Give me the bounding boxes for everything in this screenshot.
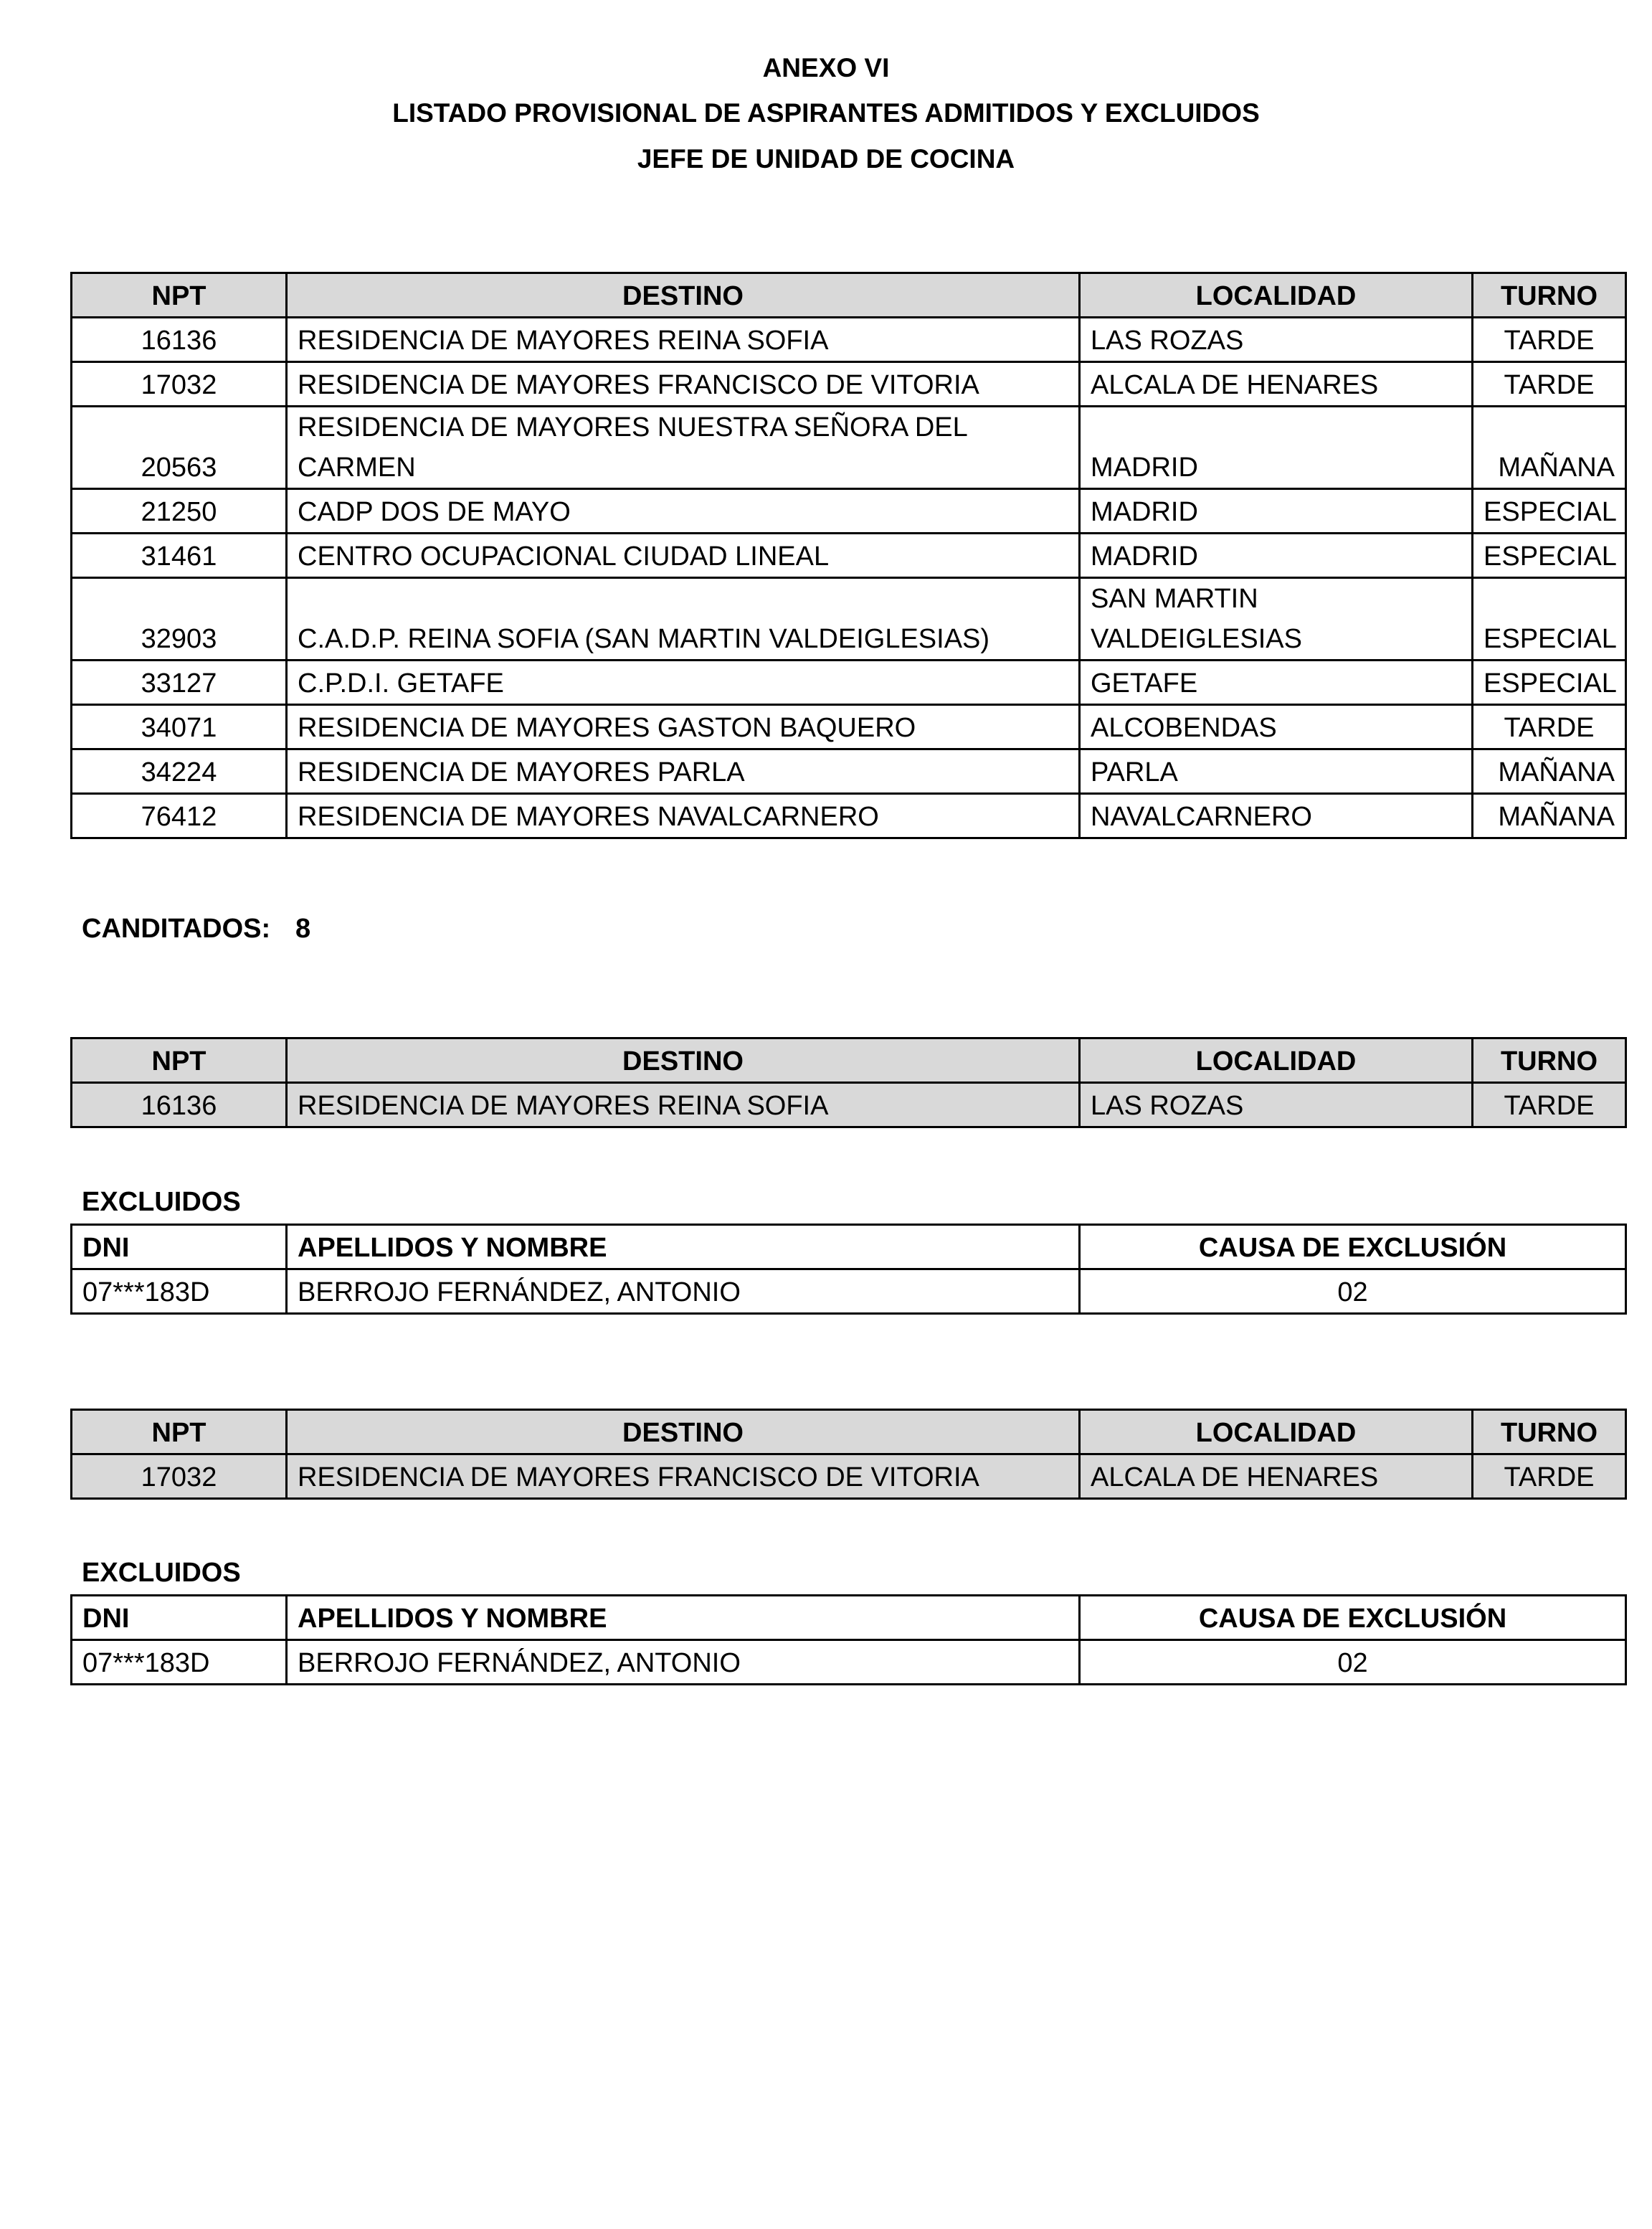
table-header-row xyxy=(72,1596,1626,1640)
column-header-turno: TURNO xyxy=(1473,1410,1626,1454)
localidad-cell: LAS ROZAS xyxy=(1080,1083,1473,1127)
column-header-destino: DESTINO xyxy=(287,1410,1080,1454)
nombre-cell: BERROJO FERNÁNDEZ, ANTONIO xyxy=(287,1640,1080,1685)
npt-cell: 17032 xyxy=(72,1454,287,1499)
destinos-table xyxy=(70,272,1627,839)
table-row xyxy=(72,661,1626,705)
localidad-line-2: VALDEIGLESIAS xyxy=(1091,624,1302,654)
table-header-row xyxy=(72,1038,1626,1083)
npt-cell: 76412 xyxy=(72,794,287,838)
table-row xyxy=(72,489,1626,534)
dni-cell: 07***183D xyxy=(72,1269,287,1314)
column-header-localidad: LOCALIDAD xyxy=(1080,273,1473,318)
column-header-localidad: LOCALIDAD xyxy=(1080,1038,1473,1083)
table-row xyxy=(72,407,1626,489)
turno-cell: MAÑANA xyxy=(1473,794,1626,838)
destino-cell: RESIDENCIA DE MAYORES NAVALCARNERO xyxy=(287,794,1080,838)
turno-cell: ESPECIAL xyxy=(1473,534,1626,578)
turno-cell: ESPECIAL xyxy=(1473,661,1626,705)
table-header-row xyxy=(72,273,1626,318)
localidad-cell: ALCOBENDAS xyxy=(1080,705,1473,749)
turno-cell: TARDE xyxy=(1473,1454,1626,1499)
table-row xyxy=(72,794,1626,838)
excluidos-label: EXCLUIDOS xyxy=(82,1558,241,1588)
destino-cell: RESIDENCIA DE MAYORES FRANCISCO DE VITORIA xyxy=(287,362,1080,407)
excluidos-table xyxy=(70,1594,1627,1685)
turno-cell: MAÑANA xyxy=(1473,749,1626,794)
causa-cell: 02 xyxy=(1080,1640,1626,1685)
table-header-row xyxy=(72,1410,1626,1454)
table-row xyxy=(72,362,1626,407)
turno-cell: ESPECIAL xyxy=(1473,489,1626,534)
column-header-localidad: LOCALIDAD xyxy=(1080,1410,1473,1454)
localidad-cell: MADRID xyxy=(1080,407,1473,489)
turno-cell: TARDE xyxy=(1473,1083,1626,1127)
column-header-dni: DNI xyxy=(72,1225,287,1269)
column-header-npt: NPT xyxy=(72,1038,287,1083)
localidad-cell: ALCALA DE HENARES xyxy=(1080,362,1473,407)
table-row xyxy=(72,318,1626,362)
npt-cell: 34071 xyxy=(72,705,287,749)
destino-cell: RESIDENCIA DE MAYORES GASTON BAQUERO xyxy=(287,705,1080,749)
turno-cell: MAÑANA xyxy=(1473,407,1626,489)
category-title: JEFE DE UNIDAD DE COCINA xyxy=(637,144,1015,174)
column-header-causa: CAUSA DE EXCLUSIÓN xyxy=(1080,1596,1626,1640)
destino-cell: RESIDENCIA DE MAYORES FRANCISCO DE VITORIA xyxy=(287,1454,1080,1499)
destino-line-1: RESIDENCIA DE MAYORES NUESTRA SEÑORA DEL xyxy=(298,412,968,443)
table-row xyxy=(72,705,1626,749)
table-row xyxy=(72,1083,1626,1127)
column-header-npt: NPT xyxy=(72,1410,287,1454)
turno-cell: TARDE xyxy=(1473,318,1626,362)
list-title: LISTADO PROVISIONAL DE ASPIRANTES ADMITIDOS Y EXCLUIDOS xyxy=(392,98,1260,128)
table-row xyxy=(72,749,1626,794)
localidad-cell: MADRID xyxy=(1080,534,1473,578)
localidad-cell: PARLA xyxy=(1080,749,1473,794)
column-header-nombre: APELLIDOS Y NOMBRE xyxy=(287,1596,1080,1640)
column-header-turno: TURNO xyxy=(1473,1038,1626,1083)
localidad-line-1: SAN MARTIN xyxy=(1091,584,1258,614)
destino-cell: CENTRO OCUPACIONAL CIUDAD LINEAL xyxy=(287,534,1080,578)
table-row xyxy=(72,1640,1626,1685)
destino-cell: RESIDENCIA DE MAYORES PARLA xyxy=(287,749,1080,794)
turno-cell: ESPECIAL xyxy=(1473,578,1626,661)
column-header-dni: DNI xyxy=(72,1596,287,1640)
localidad-cell: NAVALCARNERO xyxy=(1080,794,1473,838)
localidad-cell: LAS ROZAS xyxy=(1080,318,1473,362)
table-row xyxy=(72,1269,1626,1314)
localidad-cell: GETAFE xyxy=(1080,661,1473,705)
destino-cell: RESIDENCIA DE MAYORES REINA SOFIA xyxy=(287,318,1080,362)
candidatos-label: CANDITADOS: xyxy=(82,914,271,944)
column-header-destino: DESTINO xyxy=(287,1038,1080,1083)
npt-cell: 33127 xyxy=(72,661,287,705)
destino-cell: C.A.D.P. REINA SOFIA (SAN MARTIN VALDEIGLESIAS) xyxy=(287,578,1080,661)
section-destino-table xyxy=(70,1409,1627,1500)
table-row xyxy=(72,578,1626,661)
localidad-cell: ALCALA DE HENARES xyxy=(1080,1454,1473,1499)
turno-cell: TARDE xyxy=(1473,705,1626,749)
npt-cell: 31461 xyxy=(72,534,287,578)
candidatos-count: 8 xyxy=(295,914,311,944)
localidad-cell: MADRID xyxy=(1080,489,1473,534)
nombre-cell: BERROJO FERNÁNDEZ, ANTONIO xyxy=(287,1269,1080,1314)
destino-line-2: CARMEN xyxy=(298,453,416,483)
table-row xyxy=(72,1454,1626,1499)
excluidos-label: EXCLUIDOS xyxy=(82,1187,241,1217)
annex-title: ANEXO VI xyxy=(762,53,890,82)
npt-cell: 16136 xyxy=(72,1083,287,1127)
excluidos-table xyxy=(70,1224,1627,1315)
column-header-turno: TURNO xyxy=(1473,273,1626,318)
npt-cell: 16136 xyxy=(72,318,287,362)
table-header-row xyxy=(72,1225,1626,1269)
turno-cell: TARDE xyxy=(1473,362,1626,407)
npt-cell: 32903 xyxy=(72,578,287,661)
causa-cell: 02 xyxy=(1080,1269,1626,1314)
dni-cell: 07***183D xyxy=(72,1640,287,1685)
npt-cell: 17032 xyxy=(72,362,287,407)
destino-cell: CADP DOS DE MAYO xyxy=(287,489,1080,534)
destino-cell: RESIDENCIA DE MAYORES REINA SOFIA xyxy=(287,1083,1080,1127)
table-row xyxy=(72,534,1626,578)
npt-cell: 20563 xyxy=(72,407,287,489)
npt-cell: 21250 xyxy=(72,489,287,534)
destino-cell xyxy=(287,407,1080,489)
column-header-nombre: APELLIDOS Y NOMBRE xyxy=(287,1225,1080,1269)
npt-cell: 34224 xyxy=(72,749,287,794)
localidad-cell xyxy=(1080,578,1473,661)
column-header-destino: DESTINO xyxy=(287,273,1080,318)
column-header-causa: CAUSA DE EXCLUSIÓN xyxy=(1080,1225,1626,1269)
destino-cell: C.P.D.I. GETAFE xyxy=(287,661,1080,705)
section-destino-table xyxy=(70,1037,1627,1128)
column-header-npt: NPT xyxy=(72,273,287,318)
